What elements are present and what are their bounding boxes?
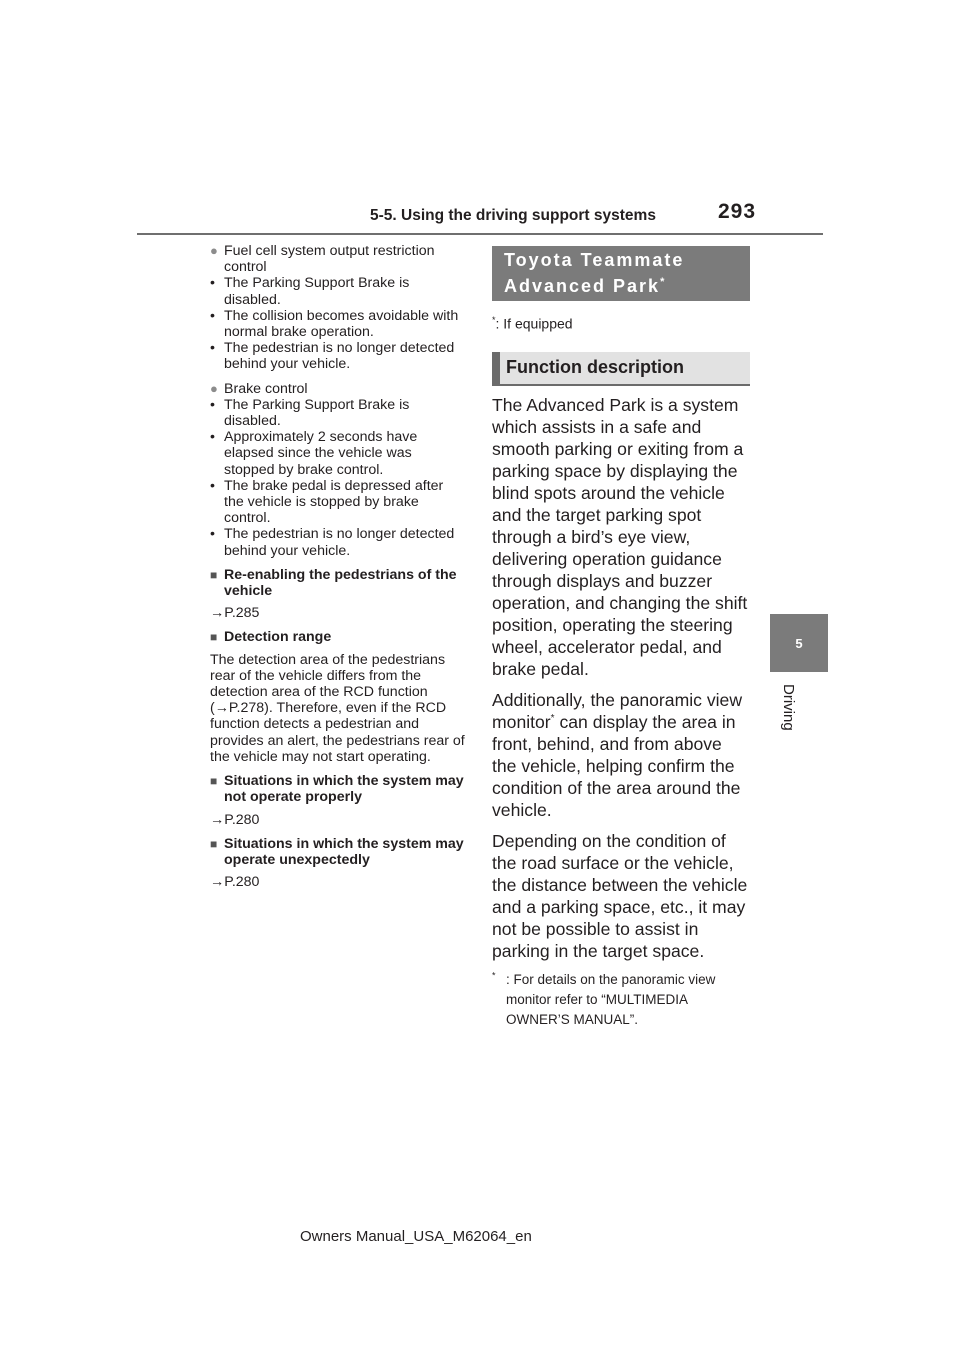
body-paragraph: Depending on the condition of the road surface or the vehicle, the distance between the vehicle and a parking space, etc., it may not be possible to assist in parking in the target space. xyxy=(492,830,748,961)
page-reference-link[interactable]: →P.278 xyxy=(214,700,265,717)
footnote: * : For details on the panoramic view monitor refer to “MULTIMEDIA OWNER’S MANUAL”. xyxy=(492,970,716,1027)
page-reference-link[interactable]: →P.280 xyxy=(210,874,260,891)
body-paragraph: The Advanced Park is a system which assists in a safe and smooth parking or exiting from a parking space by displaying the blind spots around the vehicle and the target parking spot through a bird’s eye view, delivering operation guidance through displays and buzzer operation, and changing the shift position, operating the steering wheel, accelerator pedal, and brake pedal. xyxy=(492,394,748,679)
chapter-tab-number: 5 xyxy=(795,635,803,651)
circle-bullet-icon: ● xyxy=(210,243,218,258)
section-heading: ■ Situations in which the system may operate unexpectedly xyxy=(210,835,464,868)
section-header-title: 5-5. Using the driving support systems xyxy=(370,207,656,224)
square-bullet-icon: ■ xyxy=(210,836,218,851)
detection-range-text: The detection area of the pedestrians rear of the vehicle differs from the detection area of the RCD function (→P.278). Therefore, even if the RCD function detects a pedestrian and provides an alert, the pedestrians rear of the vehicle may not start operating. xyxy=(210,651,465,765)
bullet-heading: ● Fuel cell system output restriction control xyxy=(210,243,435,276)
circle-bullet-icon: ● xyxy=(210,380,218,396)
list-item: • The collision becomes avoidable with normal brake operation. xyxy=(210,307,459,341)
chapter-tab-label: Driving xyxy=(780,684,797,731)
list-item: • The pedestrian is no longer detected behind your vehicle. xyxy=(210,526,455,559)
feature-title-banner: Toyota Teammate Advanced Park* xyxy=(492,246,750,301)
body-paragraph: Additionally, the panoramic view monitor* can display the area in front, behind, and from above the vehicle, helping confirm the condition of the area around the vehicle. xyxy=(492,689,743,820)
left-column xyxy=(210,243,466,890)
list-item: • Approximately 2 seconds have elapsed since the vehicle was stopped by brake control. xyxy=(210,429,418,478)
list-item: • The Parking Support Brake is disabled. xyxy=(210,396,410,430)
footer-manual-id: Owners Manual_USA_M62064_en xyxy=(300,1228,532,1245)
right-column xyxy=(492,246,750,1030)
list-item: • The pedestrian is no longer detected behind your vehicle. xyxy=(210,340,455,373)
square-bullet-icon: ■ xyxy=(210,567,218,582)
page-number: 293 xyxy=(718,200,757,223)
page-reference-link[interactable]: →P.285 xyxy=(210,605,260,622)
header-divider xyxy=(137,233,823,235)
section-heading: ■ Situations in which the system may not operate properly xyxy=(210,773,464,806)
square-bullet-icon: ■ xyxy=(210,630,218,645)
section-heading: ■ Re-enabling the pedestrians of the vehicle xyxy=(210,566,457,600)
bullet-heading: ● Brake control xyxy=(210,380,308,397)
function-description-heading: Function description xyxy=(492,352,750,386)
equipment-note: *: If equipped xyxy=(492,315,573,332)
list-item: • The Parking Support Brake is disabled. xyxy=(210,275,410,308)
section-heading: ■ Detection range xyxy=(210,629,332,646)
square-bullet-icon: ■ xyxy=(210,774,218,789)
list-item: • The brake pedal is depressed after the vehicle is stopped by brake control. xyxy=(210,477,444,527)
page-reference-link[interactable]: →P.280 xyxy=(210,811,260,828)
chapter-tab[interactable] xyxy=(770,614,828,672)
